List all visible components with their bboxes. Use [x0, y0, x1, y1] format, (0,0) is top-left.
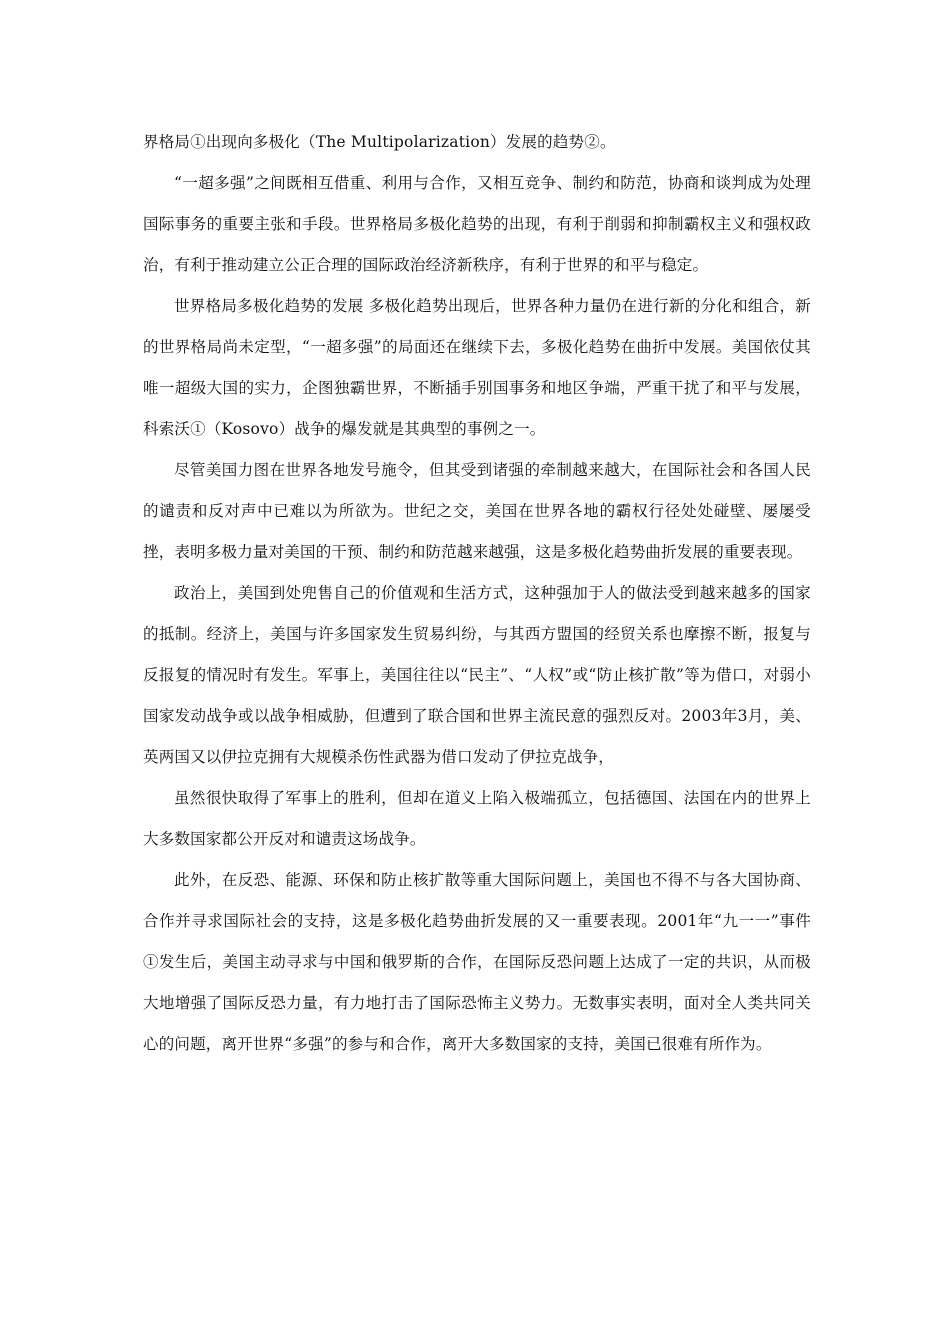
paragraph-6: 虽然很快取得了军事上的胜利，但却在道义上陷入极端孤立，包括德国、法国在内的世界上大多数国家都公开反对和谴责这场战争。 [143, 789, 811, 848]
paragraph-1: 界格局①出现向多极化（The Multipolarization）发展的趋势②。 [143, 133, 616, 151]
paragraph-5: 政治上，美国到处兜售自己的价值观和生活方式，这种强加于人的做法受到越来越多的国家的抵制。经济上，美国与许多国家发生贸易纠纷，与其西方盟国的经贸关系也摩擦不断，报复与反报复的情况时有发生。军事上，美国往往以“民主”、“人权”或“防止核扩散”等为借口，对弱小国家发动战争或以战争相威胁，但遭到了联合国和世界主流民意的强烈反对。2003年3月，美、英两国又以伊拉克拥有大规模杀伤性武器为借口发动了伊拉克战争， [143, 584, 811, 766]
paragraph-4: 尽管美国力图在世界各地发号施令，但其受到诸强的牵制越来越大，在国际社会和各国人民的谴责和反对声中已难以为所欲为。世纪之交，美国在世界各地的霸权行径处处碰壁、屡屡受挫，表明多极力量对美国的干预、制约和防范越来越强，这是多极化趋势曲折发展的重要表现。 [143, 461, 811, 561]
paragraph-7: 此外，在反恐、能源、环保和防止核扩散等重大国际问题上，美国也不得不与各大国协商、合作并寻求国际社会的支持，这是多极化趋势曲折发展的又一重要表现。2001年“九一一”事件①发生后，美国主动寻求与中国和俄罗斯的合作，在国际反恐问题上达成了一定的共识，从而极大地增强了国际反恐力量，有力地打击了国际恐怖主义势力。无数事实表明，面对全人类共同关心的问题，离开世界“多强”的参与和合作，离开大多数国家的支持，美国已很难有所作为。 [143, 871, 811, 1053]
paragraph-2: “一超多强”之间既相互借重、利用与合作，又相互竞争、制约和防范，协商和谈判成为处理国际事务的重要主张和手段。世界格局多极化趋势的出现，有利于削弱和抑制霸权主义和强权政治，有利于推动建立公正合理的国际政治经济新秩序，有利于世界的和平与稳定。 [143, 174, 811, 274]
document-body [143, 122, 811, 1065]
paragraph-3: 世界格局多极化趋势的发展 多极化趋势出现后，世界各种力量仍在进行新的分化和组合，新的世界格局尚未定型，“一超多强”的局面还在继续下去，多极化趋势在曲折中发展。美国依仗其唯一超级大国的实力，企图独霸世界，不断插手别国事务和地区争端，严重干扰了和平与发展，科索沃①（Kosovo）战争的爆发就是其典型的事例之一。 [143, 297, 811, 438]
